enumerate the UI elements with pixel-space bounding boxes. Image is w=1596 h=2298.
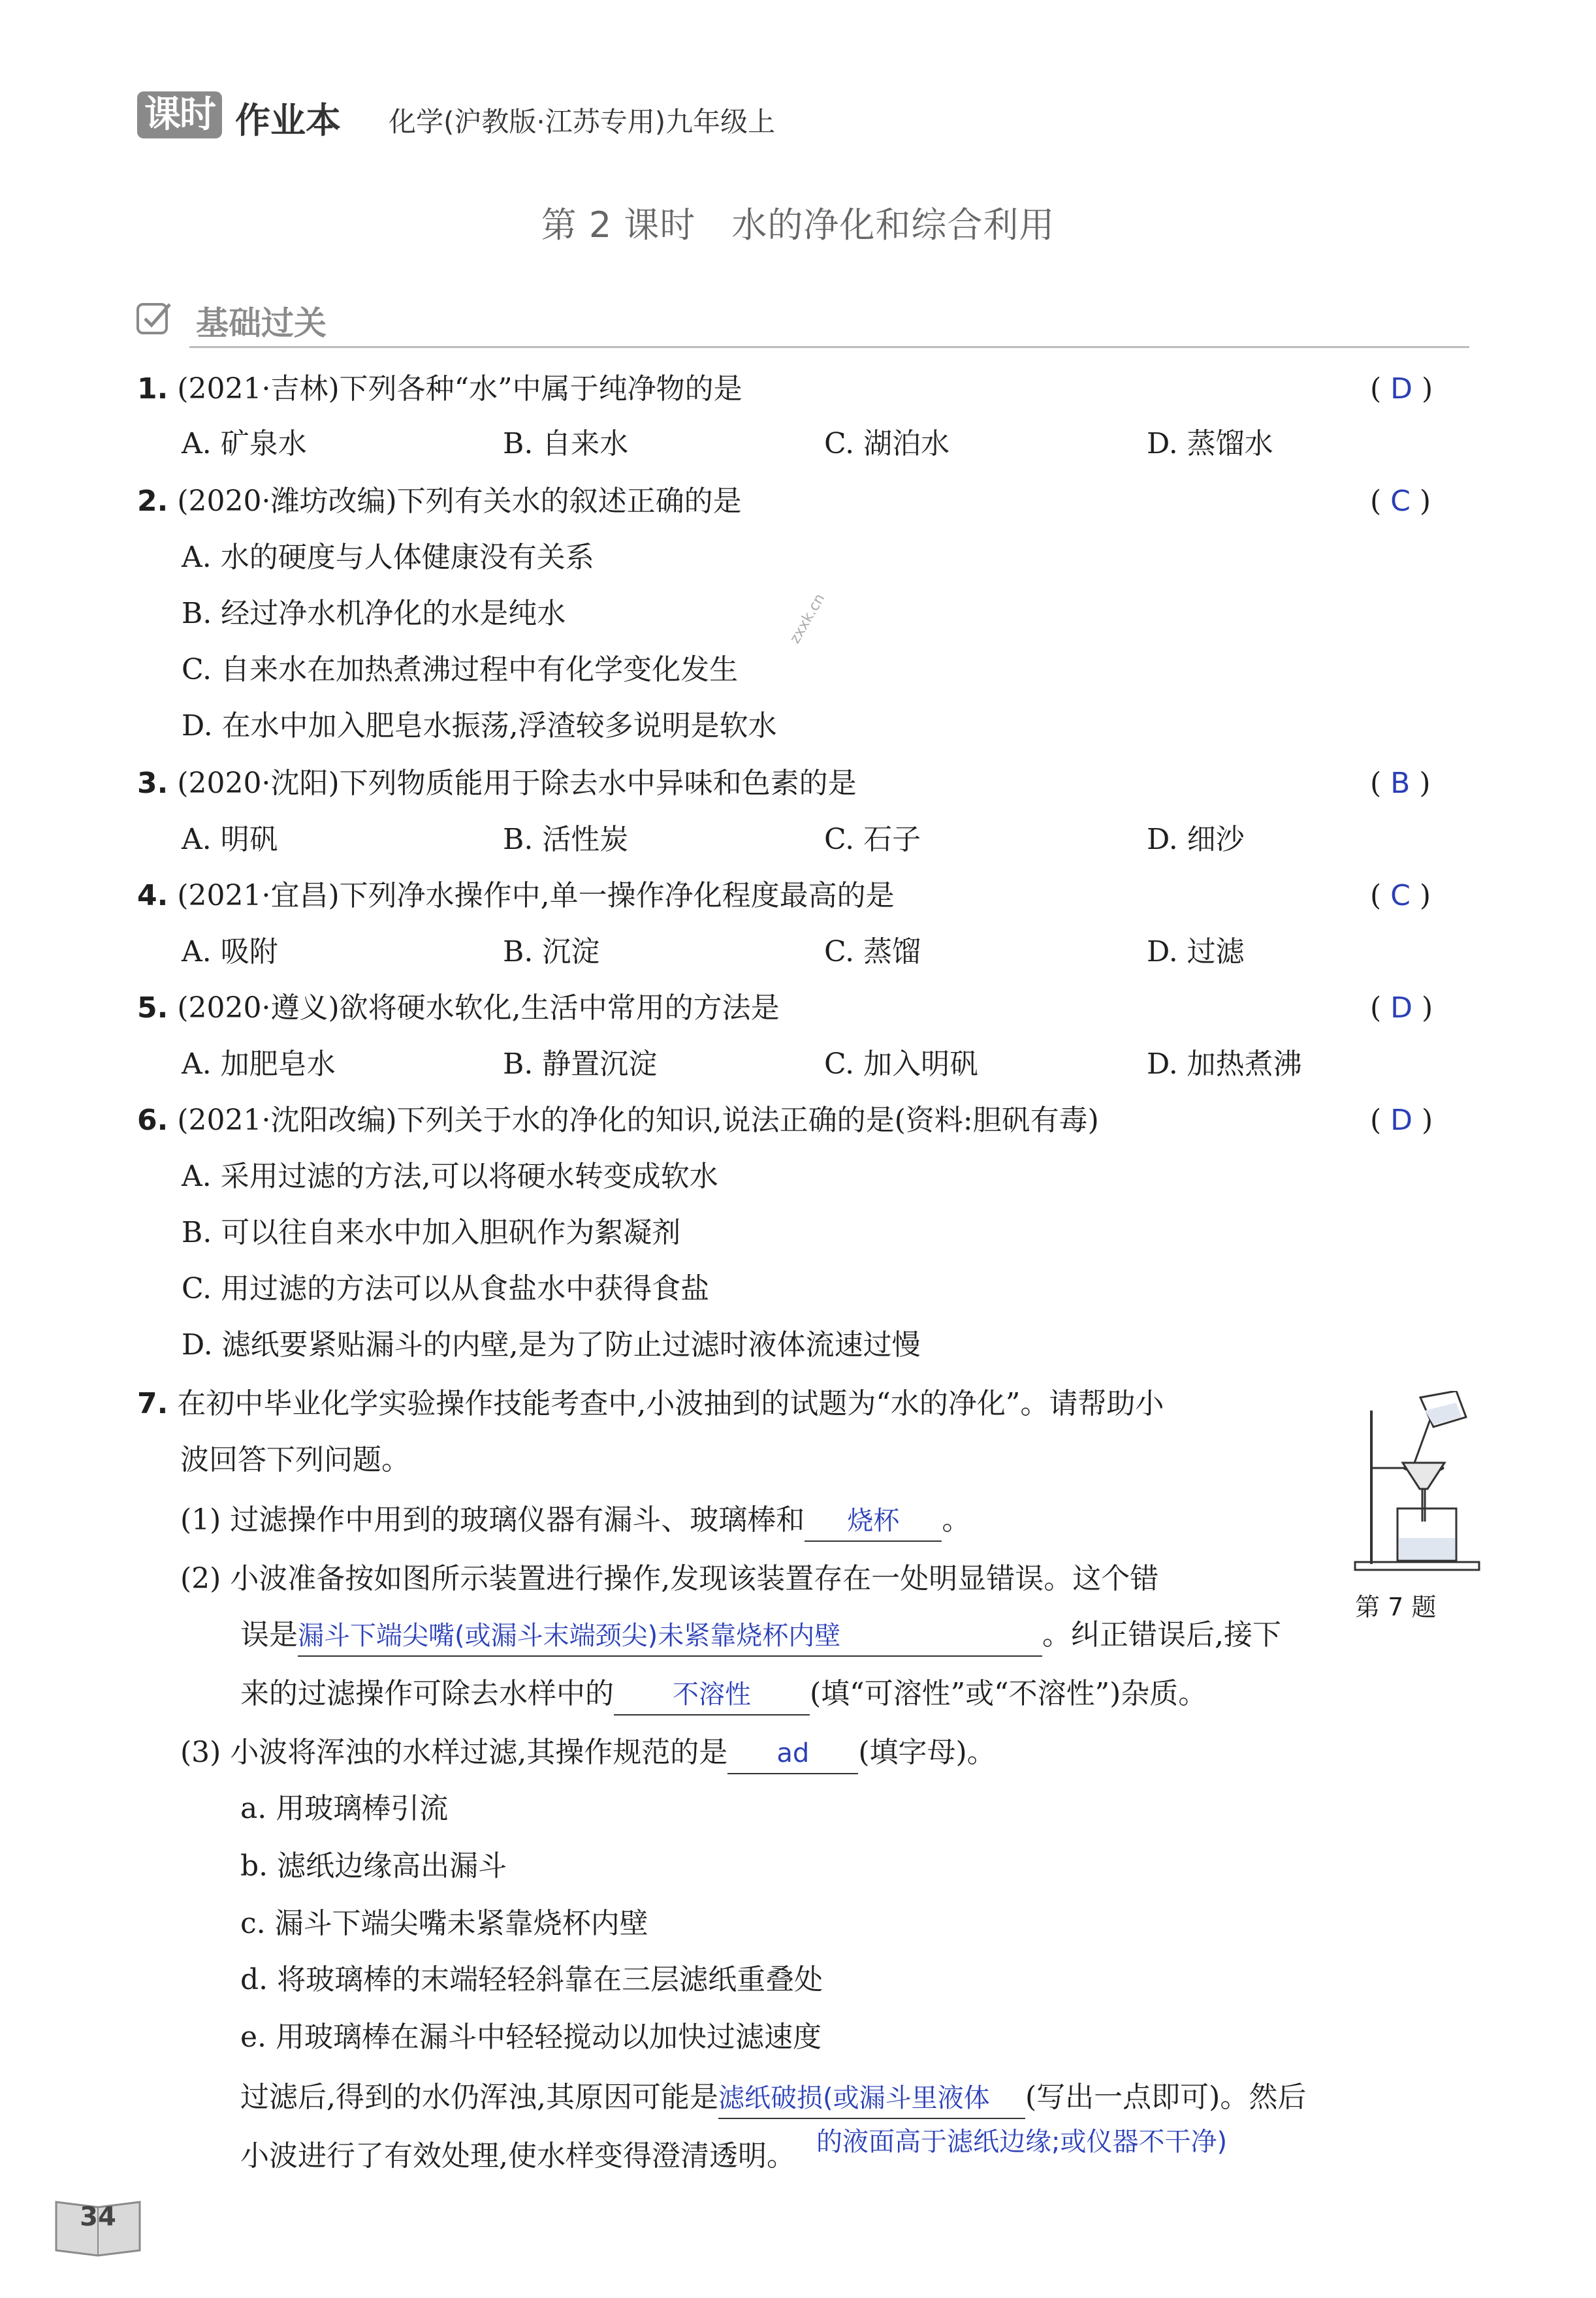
option: A. 采用过滤的方法,可以将硬水转变成软水 xyxy=(182,1160,718,1193)
option: A. 加肥皂水 xyxy=(182,1047,336,1081)
filtration-apparatus-figure xyxy=(1352,1391,1482,1580)
book-title: 作业本 xyxy=(235,100,341,141)
option: C. 用过滤的方法可以从食盐水中获得食盐 xyxy=(182,1272,710,1305)
option: B. 可以往自来水中加入胆矾作为絮凝剂 xyxy=(182,1216,681,1249)
option: A. 明矾 xyxy=(182,823,278,856)
q7-part1: (1) 过滤操作中用到的玻璃仪器有漏斗、玻璃棒和 烧杯 。 xyxy=(180,1501,970,1542)
q7-part2-line1: (2) 小波准备按如图所示装置进行操作,发现该装置存在一处明显错误。这个错 xyxy=(180,1562,1159,1595)
question-5: 5. (2020·遵义)欲将硬水软化,生活中常用的方法是 xyxy=(137,991,780,1025)
q7-final-line2: 小波进行了有效处理,使水样变得澄清透明。 xyxy=(240,2139,795,2173)
answer-bracket-4: ( C ) xyxy=(1370,879,1431,912)
q7-item: d. 将玻璃棒的末端轻轻斜靠在三层滤纸重叠处 xyxy=(240,1963,823,1996)
book-logo: 课时 xyxy=(137,91,222,138)
option: D. 加热煮沸 xyxy=(1147,1047,1302,1081)
answer-bracket-3: ( B ) xyxy=(1370,767,1431,800)
question-1: 1. (2021·吉林)下列各种“水”中属于纯净物的是 xyxy=(137,372,742,406)
option: D. 滤纸要紧贴漏斗的内壁,是为了防止过滤时液体流速过慢 xyxy=(182,1328,921,1362)
q7-final-answer-continued: 的液面高于滤纸边缘;或仪器不干净) xyxy=(816,2127,1228,2157)
checkbox-icon xyxy=(136,299,174,337)
option: B. 活性炭 xyxy=(503,823,629,856)
book-subject: 化学(沪教版·江苏专用)九年级上 xyxy=(389,106,776,138)
figure-caption: 第 7 题 xyxy=(1355,1593,1437,1621)
option: B. 自来水 xyxy=(503,427,629,460)
option: B. 经过净水机净化的水是纯水 xyxy=(182,597,566,630)
option: C. 自来水在加热煮沸过程中有化学变化发生 xyxy=(182,653,739,686)
q7-part2-line3: 来的过滤操作可除去水样中的 不溶性 (填“可溶性”或“不溶性”)杂质。 xyxy=(240,1674,1207,1716)
option: D. 在水中加入肥皂水振荡,浮渣较多说明是软水 xyxy=(182,709,777,742)
option: C. 加入明矾 xyxy=(824,1047,979,1081)
q7-item: a. 用玻璃棒引流 xyxy=(240,1792,449,1825)
option: D. 过滤 xyxy=(1147,935,1245,968)
option: B. 沉淀 xyxy=(503,935,600,968)
option: C. 蒸馏 xyxy=(824,935,921,968)
answer-bracket-6: ( D ) xyxy=(1370,1104,1433,1137)
answer-bracket-5: ( D ) xyxy=(1370,991,1433,1025)
lesson-title: 第 2 课时 水的净化和综合利用 xyxy=(541,204,1055,246)
section-title: 基础过关 xyxy=(196,304,327,342)
option: D. 蒸馏水 xyxy=(1147,427,1273,460)
answer-bracket-1: ( D ) xyxy=(1370,372,1433,406)
option: A. 吸附 xyxy=(182,935,278,968)
question-3: 3. (2020·沈阳)下列物质能用于除去水中异味和色素的是 xyxy=(137,767,857,800)
question-7-line2: 波回答下列问题。 xyxy=(180,1443,410,1476)
option: C. 石子 xyxy=(824,823,921,856)
option: A. 矿泉水 xyxy=(182,427,307,460)
q7-final-line1: 过滤后,得到的水仍浑浊,其原因可能是滤纸破损(或漏斗里液体 (写出一点即可)。然后 xyxy=(240,2078,1306,2119)
q7-part3: (3) 小波将浑浊的水样过滤,其操作规范的是 ad (填字母)。 xyxy=(180,1733,996,1774)
q7-part2-line2: 误是漏斗下端尖嘴(或漏斗末端颈尖)未紧靠烧杯内壁 。纠正错误后,接下 xyxy=(240,1616,1281,1657)
question-4: 4. (2021·宜昌)下列净水操作中,单一操作净化程度最高的是 xyxy=(137,879,895,912)
q7-item: b. 滤纸边缘高出漏斗 xyxy=(240,1849,507,1883)
option: A. 水的硬度与人体健康没有关系 xyxy=(182,541,594,574)
option: D. 细沙 xyxy=(1147,823,1245,856)
question-7-line1: 7. 在初中毕业化学实验操作技能考查中,小波抽到的试题为“水的净化”。请帮助小 xyxy=(137,1387,1164,1420)
option: B. 静置沉淀 xyxy=(503,1047,658,1081)
answer-bracket-2: ( C ) xyxy=(1370,485,1431,518)
option: C. 湖泊水 xyxy=(824,427,950,460)
q7-item: e. 用玻璃棒在漏斗中轻轻搅动以加快过滤速度 xyxy=(240,2020,822,2054)
question-2: 2. (2020·潍坊改编)下列有关水的叙述正确的是 xyxy=(137,485,742,518)
page-number: 34 xyxy=(80,2202,116,2232)
q7-item: c. 漏斗下端尖嘴未紧靠烧杯内壁 xyxy=(240,1907,648,1940)
watermark: zxxk.cn xyxy=(787,591,829,646)
question-6: 6. (2021·沈阳改编)下列关于水的净化的知识,说法正确的是(资料:胆矾有毒) xyxy=(137,1104,1099,1137)
section-divider xyxy=(189,346,1469,348)
